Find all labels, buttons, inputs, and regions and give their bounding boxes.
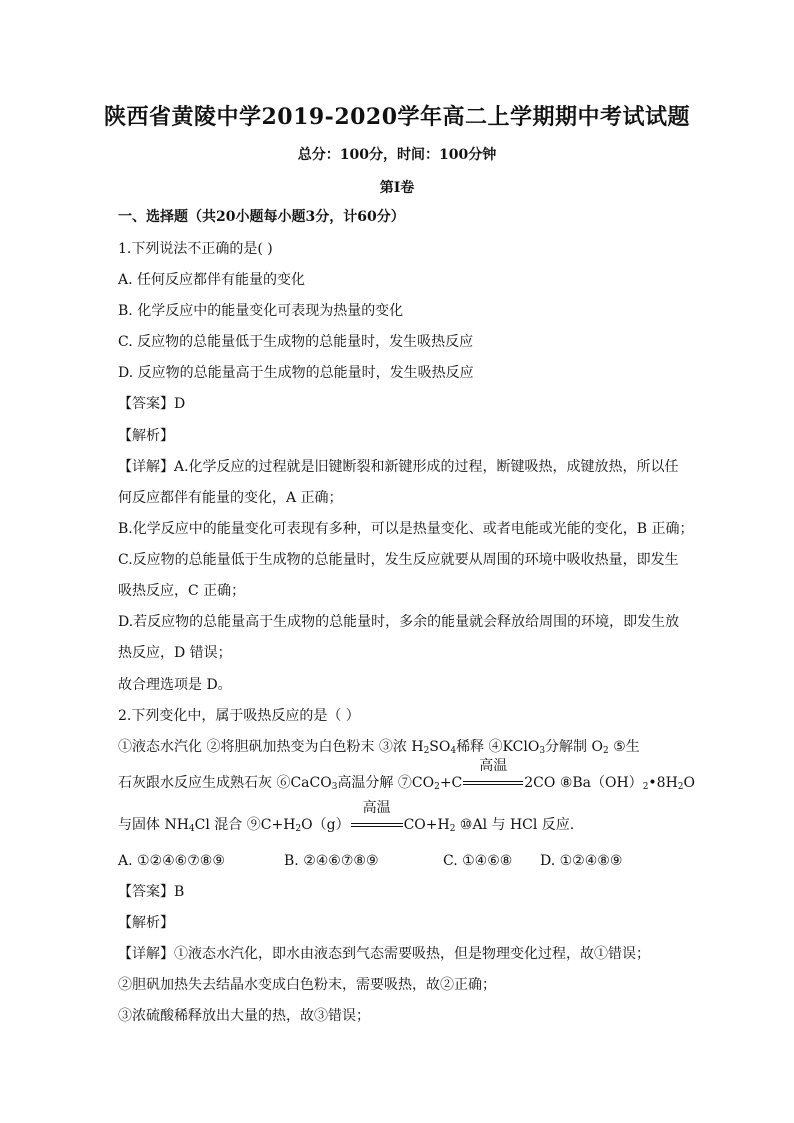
q1-stem: 1.下列说法不正确的是( ) bbox=[118, 241, 273, 257]
q1-detail-line: 吸热反应，C 正确； bbox=[118, 583, 246, 599]
q1-detail-line: 【详解】A.化学反应的过程就是旧键断裂和新键形成的过程，断键吸热，成键放热，所以任 bbox=[118, 459, 679, 475]
q1-option-b: B. 化学反应中的能量变化可表现为热量的变化 bbox=[118, 303, 404, 319]
q1-detail-line: D.若反应物的总能量高于生成物的总能量时，多余的能量就会释放给周围的环境，即发生放 bbox=[118, 614, 680, 630]
q1-option-c: C. 反应物的总能量低于生成物的总能量时，发生吸热反应 bbox=[118, 334, 474, 350]
q2-option-a: A. ①②④⑥⑦⑧⑨ bbox=[118, 853, 225, 869]
q2-analysis-label: 【解析】 bbox=[118, 915, 174, 931]
page-title: 陕西省黄陵中学2019-2020学年高二上学期期中考试试题 bbox=[103, 104, 691, 130]
q2-detail-line: ②胆矾加热失去结晶水变成白色粉末，需要吸热，故②正确； bbox=[118, 977, 496, 993]
volume-heading: 第Ⅰ卷 bbox=[379, 180, 415, 196]
q2-stem: 2.下列变化中，属于吸热反应的是（ ） bbox=[118, 708, 360, 724]
q2-items-line-2: 石灰跟水反应生成熟石灰 ⑥CaCO$_3$高温分解 $⑦CO_2+C$ 高温 2CO $⑧Ba(OH)_2•8H_2O$ bbox=[118, 758, 696, 792]
q1-detail-line: B.化学反应中的能量变化可表现有多种，可以是热量变化、或者电能或光能的变化，B 正确； bbox=[118, 521, 694, 537]
q1-option-d: D. 反应物的总能量高于生成物的总能量时，发生吸热反应 bbox=[118, 365, 474, 381]
q2-items-line-1: ①液态水汽化 ②将胆矾加热变为白色粉末 ③浓 $H_2SO_4$稀释 ④KClO$_3$分解制 $O_2$ ⑤生 bbox=[118, 739, 640, 756]
q2-answer: 【答案】B bbox=[118, 884, 185, 900]
reaction-condition-arrow: 高温 bbox=[463, 773, 523, 793]
q1-option-a: A. 任何反应都伴有能量的变化 bbox=[118, 272, 306, 288]
q2-option-c: C. ①④⑥⑧ bbox=[443, 853, 513, 869]
q2-detail-line: ③浓硫酸稀释放出大量的热，故③错误； bbox=[118, 1008, 370, 1024]
q1-detail-line: 何反应都伴有能量的变化，A 正确； bbox=[118, 490, 343, 506]
section-heading: 一、选择题（共20小题每小题3分，计60分） bbox=[118, 209, 405, 225]
q1-detail-line: C.反应物的总能量低于生成物的总能量时，发生反应就要从周围的环境中吸收热量，即发生 bbox=[118, 552, 679, 568]
q2-detail-line: 【详解】①液态水汽化，即水由液态到气态需要吸热，但是物理变化过程，故①错误； bbox=[118, 946, 650, 962]
q2-items-line-3: 与固体 $NH_4Cl$ 混合 $⑨C+H_2O(g)$ 高温 $CO+H_2$ ⑩Al 与 HCl 反应. bbox=[118, 800, 575, 834]
q2-option-d: D. ①②④⑧⑨ bbox=[540, 853, 623, 869]
q1-analysis-label: 【解析】 bbox=[118, 428, 174, 444]
q1-detail-line: 故合理选项是 D。 bbox=[118, 677, 232, 693]
exam-info: 总分：100分，时间：100分钟 bbox=[297, 147, 497, 163]
q1-answer: 【答案】D bbox=[118, 396, 186, 412]
reaction-condition-arrow: 高温 bbox=[351, 815, 403, 835]
q2-option-b: B. ②④⑥⑦⑧⑨ bbox=[284, 853, 379, 869]
q1-detail-line: 热反应，D 错误； bbox=[118, 645, 232, 661]
